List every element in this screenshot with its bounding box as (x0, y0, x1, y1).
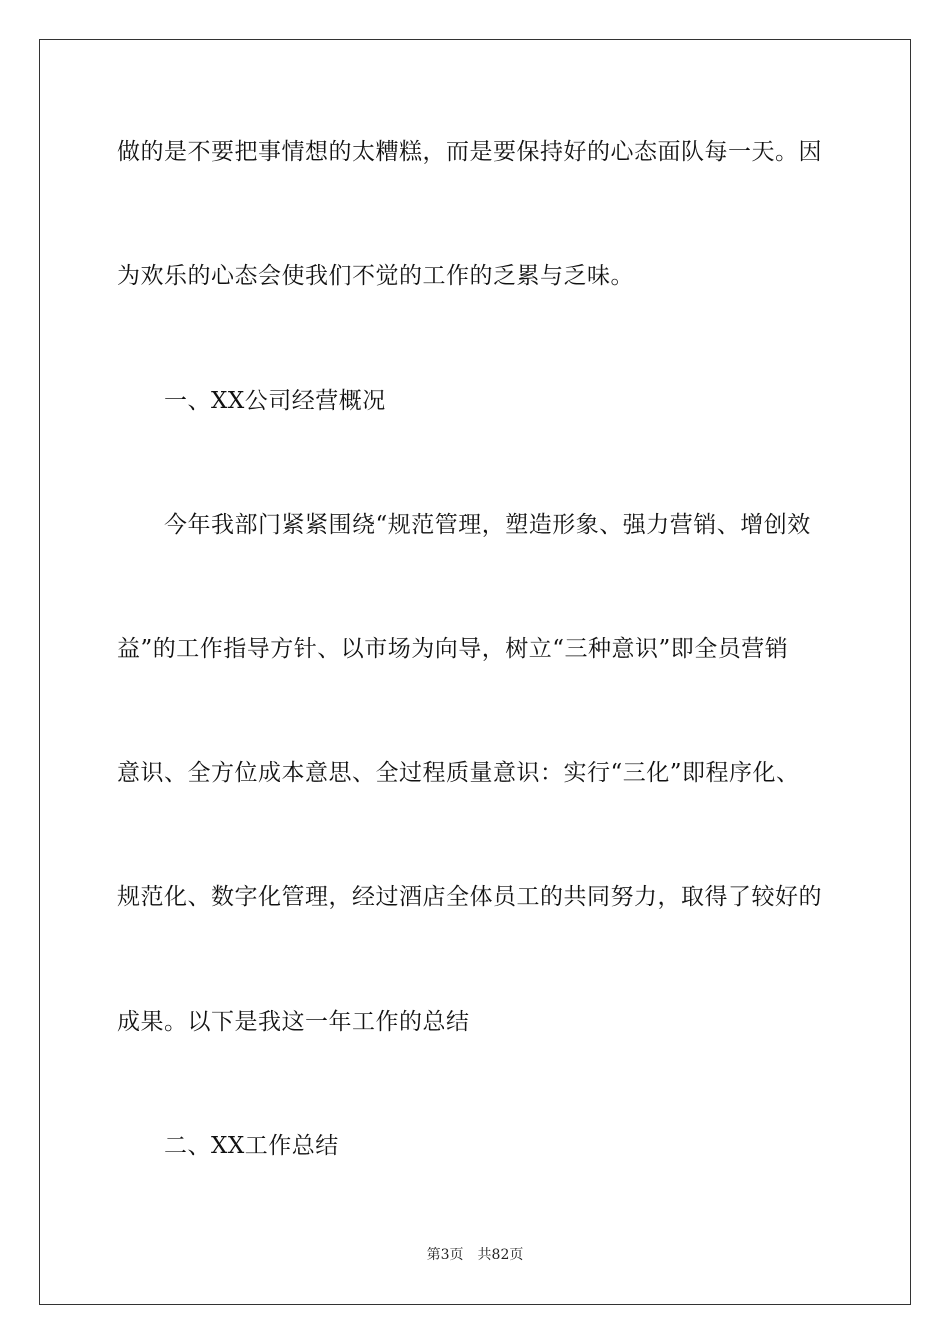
paragraph-line: 做的是不要把事情想的太糟糕，而是要保持好的心态面队每一天。因 (117, 139, 822, 165)
paragraph-line: 规范化、数字化管理，经过酒店全体员工的共同努力，取得了较好的 (117, 884, 822, 910)
section-heading: 一、XX公司经营概况 (164, 388, 386, 414)
page-footer (0, 1246, 950, 1264)
paragraph-line: 益”的工作指导方针、以市场为向导，树立“三种意识”即全员营销 (117, 636, 789, 662)
page-number: 第3页 (426, 1247, 464, 1263)
section-heading: 二、XX工作总结 (164, 1133, 339, 1159)
paragraph-line: 意识、全方位成本意思、全过程质量意识：实行“三化”即程序化、 (117, 760, 800, 786)
paragraph-line: 今年我部门紧紧围绕“规范管理，塑造形象、强力营销、增创效 (164, 512, 811, 538)
page-total: 共82页 (477, 1247, 524, 1263)
paragraph-line: 为欢乐的心态会使我们不觉的工作的乏累与乏味。 (117, 263, 634, 289)
page-frame (39, 39, 911, 1305)
paragraph-line: 成果。以下是我这一年工作的总结 (117, 1009, 470, 1035)
